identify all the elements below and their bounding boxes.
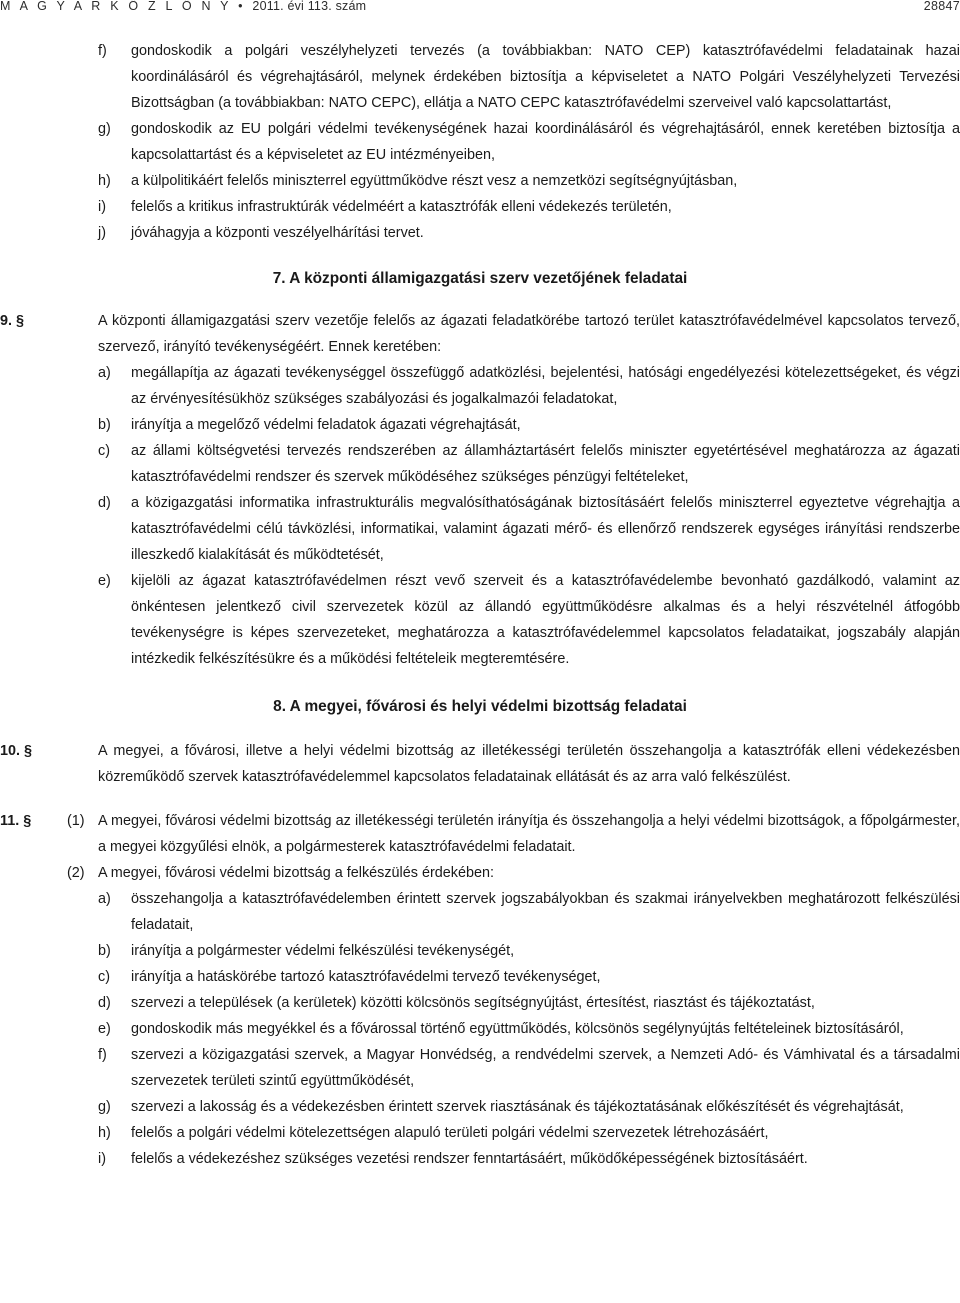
section-heading-8: 8. A megyei, fővárosi és helyi védelmi bizottság feladatai — [273, 698, 687, 715]
item-label: e) — [98, 1021, 111, 1037]
header-bullet: • — [238, 0, 246, 13]
item-text: az állami költségvetési tervezés rendszerében az államháztartásért felelős miniszter egyetértésével meghatározza az ágazati katasztrófavédelmi rendszer és szervek működéséhez szükséges pénzügyi feltételeket, — [131, 443, 960, 485]
subsection — [0, 860, 960, 886]
document-body — [0, 38, 960, 1172]
section-9-list — [0, 360, 960, 672]
section-10 — [0, 738, 960, 790]
section-heading-7: 7. A központi államigazgatási szerv vezetőjének feladatai — [272, 270, 688, 287]
item-label: a) — [98, 891, 111, 907]
list-item — [0, 168, 960, 194]
header-publication-info — [0, 0, 366, 13]
section-11-list — [0, 886, 960, 1172]
list-item — [0, 1042, 960, 1094]
section-number: 11. § — [0, 813, 32, 829]
subsection — [0, 808, 960, 860]
item-label: j) — [98, 225, 106, 241]
item-label: g) — [98, 121, 111, 137]
item-label: b) — [98, 943, 111, 959]
item-text: jóváhagyja a központi veszélyelhárítási tervet. — [131, 225, 424, 241]
list-item — [0, 1120, 960, 1146]
item-label: h) — [98, 173, 111, 189]
list-item — [0, 116, 960, 168]
item-text: kijelöli az ágazat katasztrófavédelmen részt vevő szerveit és a katasztrófavédelembe bevonható gazdálkodó, valamint az önkéntesen jelentkező civil szervezetek közül az állandó együttműködésre alkalmas és a helyi részvételnél átfogóbb tevékenységre is képes szervezeteket, meghatározza a katasztrófavédelemmel kapcsolatos feladataikat, jogszabály alapján intézkedik felkészítésükre és a működési feltételeik megteremtésére. — [131, 573, 960, 667]
item-label: b) — [98, 417, 111, 433]
item-text: irányítja a megelőző védelmi feladatok ágazati végrehajtását, — [131, 417, 521, 433]
item-text: gondoskodik más megyékkel és a fővárossal történő együttműködés, kölcsönös segélynyújtás feltételeinek biztosításáról, — [131, 1021, 904, 1037]
section-9 — [0, 308, 960, 360]
publication-title: M A G Y A R K Ö Z L Ö N Y — [0, 0, 232, 13]
page-number: 28847 — [923, 0, 960, 13]
item-label: i) — [98, 199, 106, 215]
list-item — [0, 990, 960, 1016]
section-text: A központi államigazgatási szerv vezetője felelős az ágazati feladatkörébe tartozó terület katasztrófavédelmével kapcsolatos tervező, szervező, irányító tevékenységéért. Ennek keretében: — [98, 313, 960, 355]
item-label: f) — [98, 1047, 107, 1063]
item-text: irányítja a polgármester védelmi felkészülési tevékenységét, — [131, 943, 515, 959]
list-item — [0, 1146, 960, 1172]
list-item — [0, 490, 960, 568]
list-item — [0, 220, 960, 246]
list-item — [0, 194, 960, 220]
section-text: A megyei, a fővárosi, illetve a helyi védelmi bizottság az illetékességi területén összehangolja a katasztrófák elleni védekezésben közreműködő szervek katasztrófavédelemmel kapcsolatos feladatainak ellátását és az arra való felkészülést. — [98, 743, 960, 785]
list-item — [0, 38, 960, 116]
item-text: szervezi a települések (a kerületek) közötti kölcsönös segítségnyújtást, értesítést, riasztást és tájékoztatást, — [131, 995, 815, 1011]
section-number: 9. § — [0, 313, 25, 329]
item-label: e) — [98, 573, 111, 589]
item-label: d) — [98, 495, 111, 511]
item-text: a közigazgatási informatika infrastrukturális megvalósíthatóságának biztosításáért felelős miniszterrel egyeztetve végrehajtja a katasztrófavédelmi célú távközlési, informatikai, valamint ágazati mérő- és ellenőrző rendszerek egységes irányítási rendszerbe illeszkedő kialakítását és működtetését, — [131, 495, 960, 563]
item-text: szervezi a közigazgatási szervek, a Magyar Honvédség, a rendvédelmi szervek, a Nemzeti Adó- és Vámhivatal és a társadalmi szervezetek területi szintű együttműködését, — [131, 1047, 960, 1089]
item-label: c) — [98, 443, 110, 459]
item-label: d) — [98, 995, 111, 1011]
list-item — [0, 568, 960, 672]
item-text: a külpolitikáért felelős miniszterrel együttműködve részt vesz a nemzetközi segítségnyújtásban, — [131, 173, 738, 189]
issue-number: 2011. évi 113. szám — [252, 0, 367, 13]
item-label: i) — [98, 1151, 106, 1167]
subsection-text: A megyei, fővárosi védelmi bizottság a felkészülés érdekében: — [98, 865, 494, 881]
item-label: f) — [98, 43, 107, 59]
item-text: felelős a védekezéshez szükséges vezetési rendszer fenntartásáért, működőképességének biztosításáért. — [131, 1151, 808, 1167]
section-11 — [0, 808, 960, 886]
list-item — [0, 1016, 960, 1042]
item-text: megállapítja az ágazati tevékenységgel összefüggő adatközlési, bejelentési, hatósági engedélyezési kötelezettségeket, és végzi az érvényesítésükhöz szükséges szabályozási és jogalkalmazói feladatokat, — [131, 365, 960, 407]
item-label: h) — [98, 1125, 111, 1141]
list-item — [0, 412, 960, 438]
item-label: c) — [98, 969, 110, 985]
list-item — [0, 438, 960, 490]
list-item — [0, 360, 960, 412]
item-text: összehangolja a katasztrófavédelemben érintett szervek jogszabályokban és szakmai irányelvekben meghatározott felkészülési feladatait, — [131, 891, 960, 933]
section-number: 10. § — [0, 743, 33, 759]
subsection-label: (2) — [67, 865, 85, 881]
running-header — [0, 0, 960, 13]
list-item — [0, 886, 960, 938]
list-item — [0, 1094, 960, 1120]
subsection-text: A megyei, fővárosi védelmi bizottság az illetékességi területén irányítja és összehangolja a helyi védelmi bizottságok, a főpolgármester, a megyei közgyűlési elnök, a polgármesterek katasztrófavédelmi feladatait. — [98, 813, 960, 855]
list-item — [0, 938, 960, 964]
item-text: gondoskodik a polgári veszélyhelyzeti tervezés (a továbbiakban: NATO CEP) katasztrófavédelmi feladatainak hazai koordinálásáról és végrehajtásáról, melynek érdekében biztosítja a képviseletet a NATO Polgári Veszélyhelyzeti Tervezési Bizottságban (a továbbiakban: NATO CEPC), ellátja a NATO CEPC katasztrófavédelmi szerveivel való kapcsolattartást, — [131, 43, 960, 111]
subsection-label: (1) — [67, 813, 85, 829]
item-label: a) — [98, 365, 111, 381]
item-label: g) — [98, 1099, 111, 1115]
intro-list — [0, 38, 960, 246]
item-text: felelős a kritikus infrastruktúrák védelméért a katasztrófák elleni védekezés területén, — [131, 199, 672, 215]
item-text: gondoskodik az EU polgári védelmi tevékenységének hazai koordinálásáról és végrehajtásáról, ennek keretében biztosítja a kapcsolattartást és a képviseletet az EU intézményeiben, — [131, 121, 960, 163]
item-text: felelős a polgári védelmi kötelezettségen alapuló területi polgári védelmi szervezetek létrehozásáért, — [131, 1125, 769, 1141]
item-text: szervezi a lakosság és a védekezésben érintett szervek riasztásának és tájékoztatásának előkészítését és végrehajtását, — [131, 1099, 904, 1115]
list-item — [0, 964, 960, 990]
item-text: irányítja a hatáskörébe tartozó katasztrófavédelmi tervező tevékenységet, — [131, 969, 601, 985]
